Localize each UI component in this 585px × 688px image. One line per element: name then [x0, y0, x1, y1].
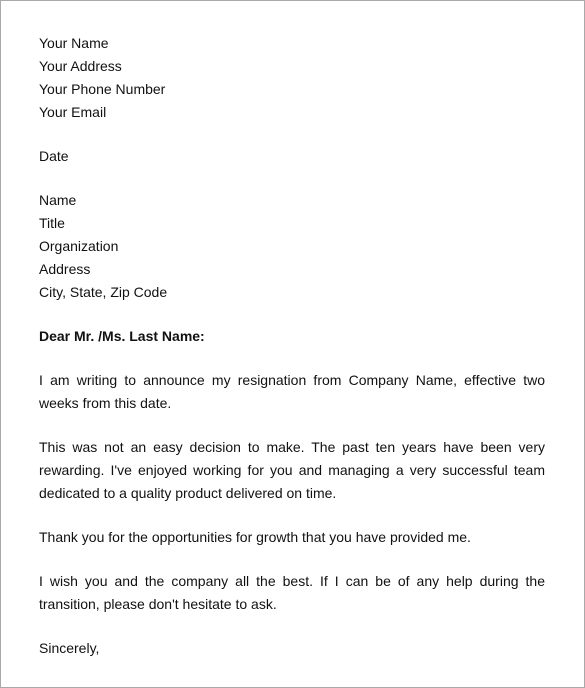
sender-name: Your Name [39, 35, 109, 51]
spacer [39, 124, 545, 145]
sender-email: Your Email [39, 104, 107, 120]
paragraph-decision: This was not an easy decision to make. The past ten years have been very rewarding. I've enjoyed working for you and managing a very successful team dedicated to a quality product delivered on time. [39, 439, 545, 501]
spacer [39, 168, 545, 189]
spacer [39, 549, 545, 570]
recipient-organization: Organization [39, 238, 119, 254]
closing: Sincerely, [39, 640, 100, 656]
recipient-city-state-zip: City, State, Zip Code [39, 284, 168, 300]
spacer [39, 348, 545, 369]
sender-address: Your Address [39, 58, 122, 74]
letter-body [39, 32, 545, 660]
spacer [39, 415, 545, 436]
recipient-block [39, 189, 545, 304]
letter-date: Date [39, 148, 69, 164]
recipient-name: Name [39, 192, 77, 208]
spacer [39, 616, 545, 637]
paragraph-wishes: I wish you and the company all the best. If I can be of any help during the transition, please don't hesitate to ask. [39, 573, 545, 612]
paragraph-resignation: I am writing to announce my resignation from Company Name, effective two weeks from this date. [39, 372, 545, 411]
recipient-title: Title [39, 215, 65, 231]
sender-block [39, 32, 545, 124]
salutation: Dear Mr. /Ms. Last Name: [39, 328, 205, 344]
paragraph-thanks: Thank you for the opportunities for growth that you have provided me. [39, 529, 471, 545]
spacer [39, 304, 545, 325]
recipient-address: Address [39, 261, 91, 277]
sender-phone: Your Phone Number [39, 81, 166, 97]
spacer [39, 505, 545, 526]
